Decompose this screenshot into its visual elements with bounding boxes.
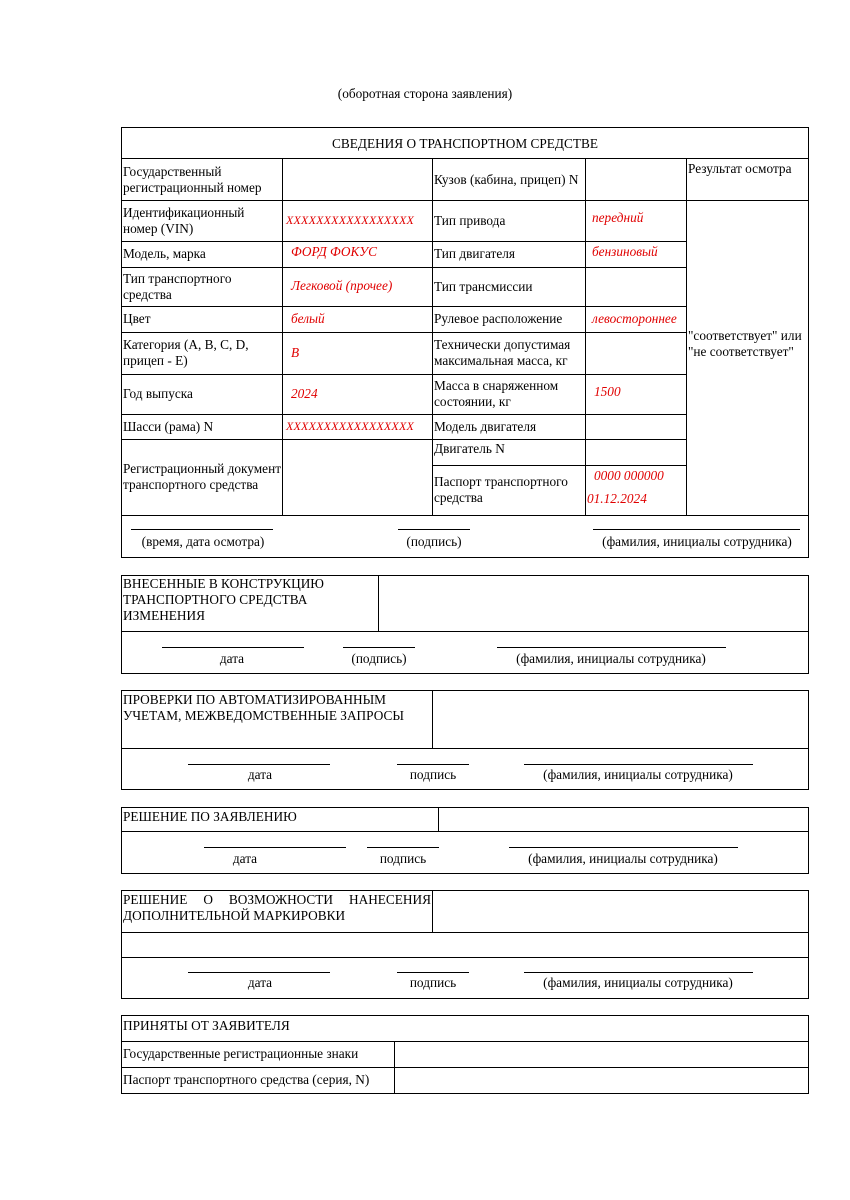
- label-max-mass: Технически допустимая максимальная масса, кг: [434, 337, 571, 368]
- value-engine-type[interactable]: бензиновый: [592, 243, 658, 259]
- label-transmission: Тип трансмиссии: [434, 278, 533, 294]
- value-category[interactable]: B: [291, 344, 300, 360]
- inspection-header: Результат осмотра: [688, 161, 792, 176]
- value-max-mass[interactable]: [587, 332, 686, 374]
- label-vin: Идентификационный номер (VIN): [123, 204, 245, 236]
- value-engine-number[interactable]: [587, 439, 686, 465]
- label-vehicle-passport: Паспорт транспортного средства: [434, 474, 568, 505]
- checks-sign-label: подпись: [409, 767, 457, 782]
- checks-title: ПРОВЕРКИ ПО АВТОМАТИЗИРОВАННЫМ УЧЕТАМ, МЕЖВЕДОМСТВЕННЫЕ ЗАПРОСЫ: [123, 692, 404, 723]
- sig-name-label: (фамилия, инициалы сотрудника): [602, 534, 792, 549]
- marking-title: РЕШЕНИЕ О ВОЗМОЖНОСТИ НАНЕСЕНИЯ ДОПОЛНИТЕЛЬНОЙ МАРКИРОВКИ: [123, 892, 431, 923]
- value-passport-series[interactable]: 0000 000000: [594, 467, 664, 483]
- vehicle-info-title: СВЕДЕНИЯ О ТРАНСПОРТНОМ СРЕДСТВЕ: [121, 127, 809, 159]
- value-year[interactable]: 2024: [291, 385, 318, 401]
- label-color: Цвет: [123, 311, 151, 326]
- value-curb-mass[interactable]: 1500: [594, 383, 621, 399]
- label-steering: Рулевое расположение: [434, 311, 563, 326]
- label-reg-number: Государственный регистрационный номер: [123, 163, 262, 195]
- label-passport-series: Паспорт транспортного средства (серия, N): [123, 1072, 370, 1087]
- label-reg-plates: Государственные регистрационные знаки: [123, 1046, 359, 1061]
- value-drive-type[interactable]: передний: [592, 209, 644, 225]
- value-reg-number[interactable]: [284, 159, 432, 200]
- decision-name-label: (фамилия, инициалы сотрудника): [528, 851, 718, 866]
- sig-sign-label: (подпись): [406, 534, 462, 549]
- value-reg-plates[interactable]: [396, 1041, 808, 1067]
- value-vehicle-type[interactable]: Легковой (прочее): [291, 278, 393, 294]
- label-curb-mass: Масса в снаряженном состоянии, кг: [434, 378, 559, 409]
- inspection-result-text: "соответствует" или "не соответствует": [688, 328, 802, 359]
- value-steering[interactable]: левостороннее: [592, 310, 677, 326]
- label-engine-number: Двигатель N: [434, 441, 505, 456]
- label-drive-type: Тип привода: [434, 212, 506, 228]
- value-color[interactable]: белый: [291, 310, 325, 326]
- value-chassis[interactable]: XXXXXXXXXXXXXXXXX: [286, 419, 415, 433]
- changes-title: ВНЕСЕННЫЕ В КОНСТРУКЦИЮ ТРАНСПОРТНОГО СРЕДСТВА ИЗМЕНЕНИЯ: [123, 576, 324, 623]
- value-transmission[interactable]: [587, 267, 686, 306]
- value-model[interactable]: ФОРД ФОКУС: [291, 243, 377, 259]
- checks-date-label: дата: [247, 767, 273, 782]
- label-engine-type: Тип двигателя: [434, 246, 515, 261]
- value-passport-date[interactable]: 01.12.2024: [587, 490, 647, 506]
- value-engine-model[interactable]: [587, 414, 686, 439]
- label-model: Модель, марка: [123, 246, 206, 261]
- marking-sign-label: подпись: [409, 975, 457, 990]
- decision-date-label: дата: [232, 851, 258, 866]
- label-engine-model: Модель двигателя: [434, 418, 537, 434]
- changes-sign-label: (подпись): [351, 651, 407, 666]
- value-passport-series-number[interactable]: [396, 1067, 808, 1093]
- changes-date-label: дата: [219, 651, 245, 666]
- marking-name-label: (фамилия, инициалы сотрудника): [543, 975, 733, 990]
- decision-title: РЕШЕНИЕ ПО ЗАЯВЛЕНИЮ: [123, 809, 297, 824]
- label-body-number: Кузов (кабина, прицеп) N: [434, 171, 579, 187]
- sig-time-date-label: (время, дата осмотра): [141, 534, 265, 549]
- label-reg-document: Регистрационный документ транспортного средства: [123, 461, 282, 492]
- label-year: Год выпуска: [123, 386, 193, 401]
- changes-name-label: (фамилия, инициалы сотрудника): [516, 651, 706, 666]
- form-subtitle: (оборотная сторона заявления): [337, 86, 513, 101]
- value-vin[interactable]: XXXXXXXXXXXXXXXXX: [286, 213, 415, 227]
- label-vehicle-type: Тип транспортного средства: [123, 270, 232, 302]
- checks-name-label: (фамилия, инициалы сотрудника): [543, 767, 733, 782]
- accepted-title: ПРИНЯТЫ ОТ ЗАЯВИТЕЛЯ: [123, 1018, 290, 1033]
- label-chassis: Шасси (рама) N: [123, 418, 214, 434]
- value-body-number[interactable]: [587, 159, 686, 200]
- marking-date-label: дата: [247, 975, 273, 990]
- decision-sign-label: подпись: [379, 851, 427, 866]
- value-reg-document[interactable]: [284, 439, 432, 515]
- label-category: Категория (A, B, C, D, прицеп - E): [123, 337, 249, 368]
